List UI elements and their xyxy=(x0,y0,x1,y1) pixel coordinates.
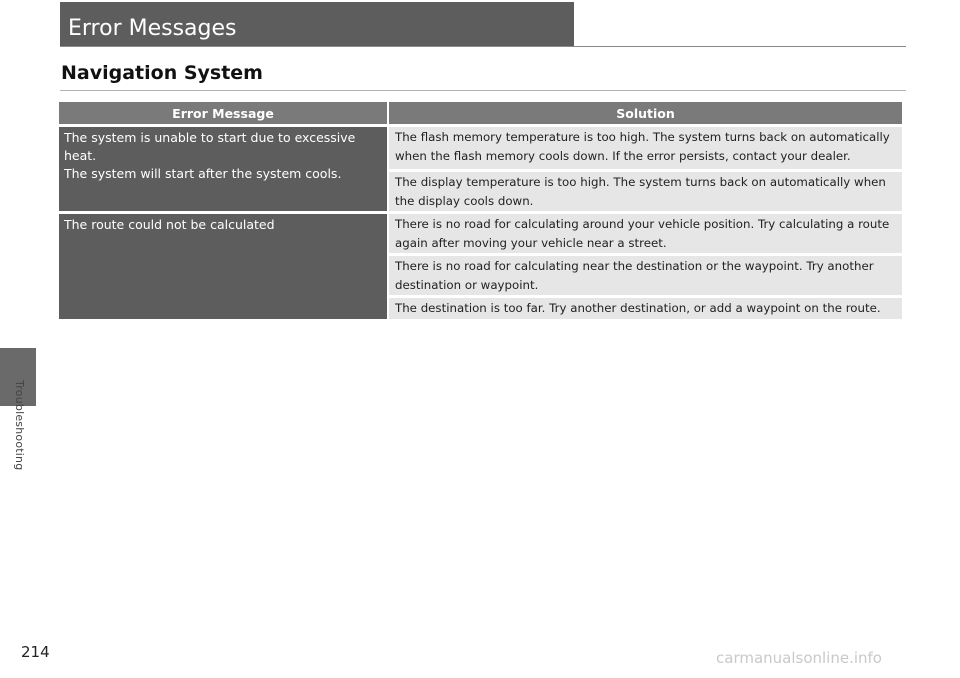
section-divider xyxy=(60,90,906,91)
error-message-cell xyxy=(59,214,387,319)
section-title: Navigation System xyxy=(61,62,263,84)
solution-cell: There is no road for calculating around your vehicle position. Try calculating a route again after moving your vehicle near a street. xyxy=(389,214,902,253)
page-number: 214 xyxy=(21,643,50,661)
solution-cell: There is no road for calculating near the destination or the waypoint. Try another destination or waypoint. xyxy=(389,256,902,295)
solution-column xyxy=(389,127,902,211)
watermark: carmanualsonline.info xyxy=(716,649,882,667)
header-error-message: Error Message xyxy=(59,102,387,124)
table-row xyxy=(59,127,902,211)
error-message-cell xyxy=(59,127,387,211)
section-tab-text: Troubleshooting xyxy=(13,380,26,471)
title-divider xyxy=(60,46,906,47)
table-row xyxy=(59,214,902,319)
solution-column xyxy=(389,214,902,319)
header-solution: Solution xyxy=(389,102,902,124)
solution-cell: The display temperature is too high. The system turns back on automatically when the display cools down. xyxy=(389,172,902,211)
page-title-bar xyxy=(60,2,574,46)
error-message-line: The system is unable to start due to excessive xyxy=(64,130,356,145)
section-tab-label xyxy=(10,380,30,480)
error-message-line: The route could not be calculated xyxy=(64,217,275,232)
table-header-row xyxy=(59,102,902,124)
error-messages-table xyxy=(59,102,902,319)
solution-cell: The flash memory temperature is too high. The system turns back on automatically when the flash memory cools down. If the error persists, contact your dealer. xyxy=(389,127,902,169)
error-message-line: The system will start after the system cools. xyxy=(64,166,342,181)
error-message-line: heat. xyxy=(64,148,97,163)
solution-cell: The destination is too far. Try another destination, or add a waypoint on the route. xyxy=(389,298,902,319)
page-title: Error Messages xyxy=(68,16,237,41)
